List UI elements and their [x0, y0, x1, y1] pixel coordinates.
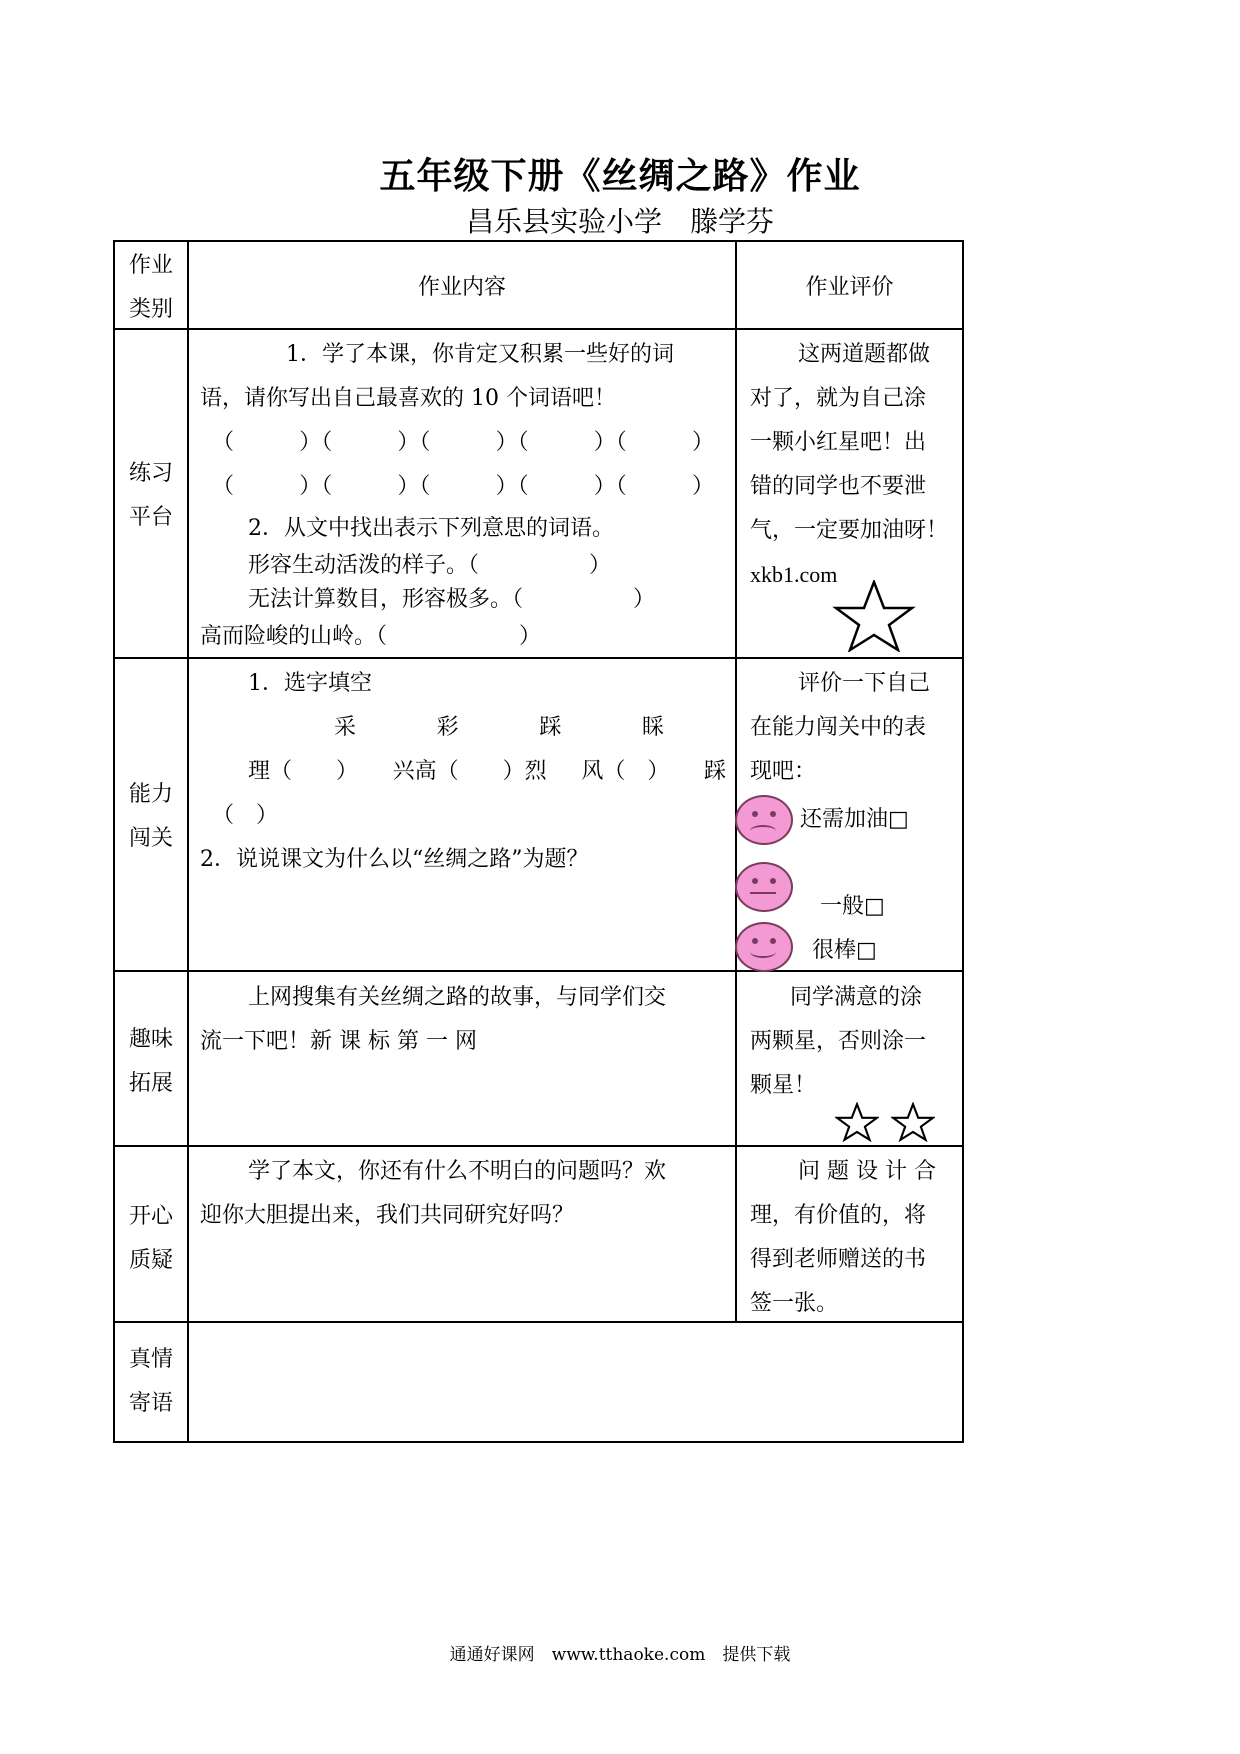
message-input-area[interactable] — [191, 1323, 961, 1441]
category-fun: 趣味 拓展 — [128, 1027, 173, 1096]
page-title: 五年级下册《丝绸之路》作业 — [379, 156, 861, 197]
eval-line: 现吧： — [750, 759, 817, 784]
word-blanks-row: （ ）（ ）（ ）（ ）（ ） — [212, 474, 714, 499]
header-content: 作业内容 — [417, 275, 506, 300]
eval-line: 问 题 设 计 合 — [798, 1159, 936, 1184]
rating-needs-work[interactable]: 还需加油□ — [800, 807, 909, 832]
ability-q1: 1．选字填空 — [248, 671, 372, 696]
table-border-bottom — [113, 1441, 964, 1443]
practice-q1-line1: 1．学了本课，你肯定又积累一些好的词 — [286, 342, 674, 367]
practice-q2-c: 高而险峻的山岭。（ ） — [200, 624, 542, 649]
eval-line: 得到老师赠送的书 — [750, 1247, 927, 1272]
eval-line: 气，一定要加油呀！ — [750, 518, 949, 543]
char-choices: 采 彩 踩 睬 — [334, 715, 664, 740]
eval-line: 两颗星，否则涂一 — [750, 1029, 927, 1054]
fun-content — [200, 976, 726, 1064]
rating-average[interactable]: 一般□ — [820, 894, 885, 919]
star-icon[interactable] — [835, 1102, 879, 1142]
rating-great[interactable]: 很棒□ — [812, 938, 877, 963]
practice-q2-a: 形容生动活泼的样子。（ ） — [248, 553, 612, 578]
category-practice: 练习 平台 — [128, 461, 173, 530]
eval-line: 理，有价值的，将 — [750, 1203, 927, 1228]
eval-line: 在能力闯关中的表 — [750, 715, 927, 740]
ability-evaluation — [750, 662, 955, 794]
header-evaluation: 作业评价 — [805, 275, 894, 300]
table-border-right — [962, 240, 964, 1443]
eval-line: 签一张。 — [750, 1291, 839, 1316]
practice-q2: 2．从文中找出表示下列意思的词语。 — [248, 516, 614, 541]
question-line2: 迎你大胆提出来，我们共同研究好吗？ — [200, 1203, 575, 1228]
smile-face-icon — [735, 922, 793, 972]
question-content — [200, 1150, 726, 1238]
question-evaluation — [750, 1150, 955, 1326]
practice-content — [200, 333, 726, 657]
neutral-face-icon — [735, 862, 793, 912]
fun-line2: 流一下吧！新 课 标 第 一 网 — [200, 1029, 477, 1054]
eval-line: 对了，就为自己涂 — [750, 386, 927, 411]
header-category: 作业 类别 — [128, 253, 173, 322]
fun-evaluation — [750, 976, 955, 1108]
eval-line: 评价一下自己 — [798, 671, 931, 696]
eval-line: 同学满意的涂 — [790, 985, 923, 1010]
ability-content — [200, 662, 726, 882]
eval-watermark: xkb1.com — [750, 562, 838, 587]
category-question: 开心 质疑 — [128, 1204, 173, 1273]
eval-line: 颗星！ — [750, 1073, 817, 1098]
question-line1: 学了本文，你还有什么不明白的问题吗？欢 — [248, 1159, 667, 1184]
table-row-divider — [113, 1145, 964, 1147]
table-row-divider — [113, 657, 964, 659]
star-icon[interactable] — [891, 1102, 935, 1142]
table-row-divider — [113, 970, 964, 972]
table-divider-eval — [735, 240, 737, 1323]
category-ability: 能力 闯关 — [128, 782, 173, 851]
star-icon[interactable] — [832, 580, 916, 652]
sad-face-icon — [735, 795, 793, 845]
practice-q2-b: 无法计算数目，形容极多。（ ） — [248, 587, 656, 612]
practice-evaluation — [750, 333, 955, 597]
ability-q2: 2．说说课文为什么以“丝绸之路”为题？ — [200, 847, 589, 872]
eval-line: 这两道题都做 — [798, 342, 931, 367]
page-subtitle: 昌乐县实验小学 滕学芬 — [465, 205, 774, 238]
fill-blank-end: （ ） — [212, 803, 279, 828]
fun-line1: 上网搜集有关丝绸之路的故事，与同学们交 — [248, 985, 667, 1010]
practice-q1-line2: 语，请你写出自己最喜欢的 10 个词语吧！ — [200, 386, 616, 411]
page-footer: 通通好课网 www.tthaoke.com 提供下载 — [449, 1645, 791, 1665]
fill-blanks-row: 理（ ） 兴高（ ）烈 风（ ） 踩 — [248, 759, 726, 784]
table-border-top — [113, 240, 964, 242]
word-blanks-row: （ ）（ ）（ ）（ ）（ ） — [212, 430, 714, 455]
table-row-divider — [113, 328, 964, 330]
eval-line: 一颗小红星吧！出 — [750, 430, 927, 455]
category-message: 真情 寄语 — [128, 1347, 173, 1416]
eval-line: 错的同学也不要泄 — [750, 474, 927, 499]
